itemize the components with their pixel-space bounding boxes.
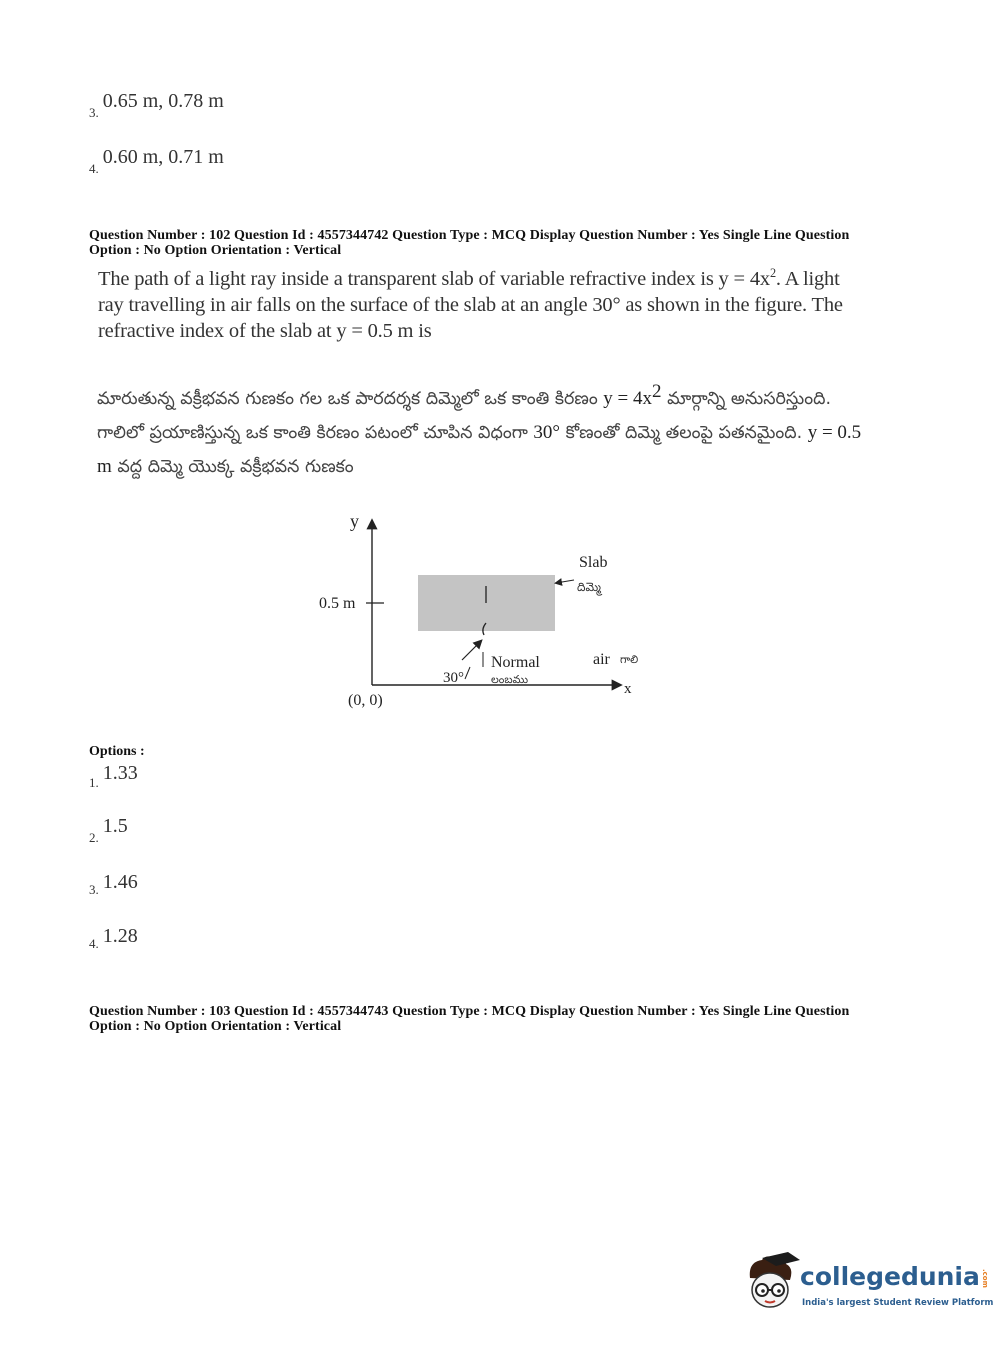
- math-expression: y = 0.5 m: [97, 422, 862, 477]
- option-text: 1.5: [102, 815, 128, 837]
- prev-option-4: [89, 146, 224, 176]
- option-number: 4.: [89, 161, 99, 176]
- meta-line-2: Option : No Option Orientation : Vertical: [89, 1019, 342, 1034]
- meta-line-1: Question Number : 103 Question Id : 4557344743 Question Type : MCQ Display Question Number : Yes Single Line Question: [89, 1004, 850, 1019]
- option-number: 3.: [89, 105, 99, 120]
- option-3[interactable]: [89, 871, 138, 897]
- air-label-telugu: గాలి: [620, 653, 639, 666]
- telugu-text-part: మార్గాన్ని అనుసరిస్తుంది. గాలిలో ప్రయాణిస్తున్న ఒక కాంతి కిరణం పటంలో చూపిన విధంగా: [97, 389, 832, 443]
- question-102-meta: [89, 228, 919, 258]
- question-text-part: The path of a light ray inside a transparent slab of variable refractive index is y = 4x: [98, 268, 770, 290]
- question-103-meta: [89, 1004, 919, 1034]
- option-number: 4.: [89, 936, 99, 951]
- angle-label: 30°: [443, 670, 464, 686]
- option-text: 1.33: [102, 762, 138, 784]
- mascot-icon: [740, 1252, 802, 1312]
- origin-label: (0, 0): [348, 692, 383, 709]
- slab-figure: [300, 505, 680, 720]
- option-text: 0.65 m, 0.78 m: [102, 90, 224, 112]
- angle-arc: [465, 667, 470, 679]
- superscript: 2: [769, 266, 776, 281]
- option-text: 1.46: [102, 871, 138, 893]
- option-number: 2.: [89, 830, 99, 845]
- slab-label-telugu: దిమ్మె: [577, 580, 601, 594]
- x-axis-label: x: [624, 681, 632, 697]
- option-text: 1.28: [102, 925, 138, 947]
- slab-pointer-arrow: [556, 580, 574, 583]
- math-expression: y = 4x: [603, 388, 653, 409]
- option-4[interactable]: [89, 925, 138, 951]
- slab-label: Slab: [579, 554, 608, 571]
- option-number: 3.: [89, 882, 99, 897]
- option-number: 1.: [89, 775, 99, 790]
- options-heading: Options :: [89, 744, 145, 759]
- logo-name: collegedunia: [800, 1262, 980, 1291]
- logo-suffix: .com: [980, 1268, 989, 1288]
- collegedunia-logo[interactable]: [740, 1252, 994, 1322]
- y-tick-label: 0.5 m: [319, 595, 356, 612]
- question-text-english: [98, 266, 868, 344]
- telugu-text-part: మారుతున్న వక్రీభవన గుణకం గల ఒక పారదర్శక దిమ్మెలో ఒక కాంతి కిరణం: [97, 389, 604, 409]
- normal-label-telugu: లంబము: [491, 673, 529, 686]
- prev-option-3: [89, 90, 224, 120]
- logo-tagline: India's largest Student Review Platform: [802, 1298, 994, 1308]
- telugu-text-part: వద్ద దిమ్మె యొక్క వక్రీభవన గుణకం: [111, 457, 354, 477]
- incident-ray: [462, 641, 481, 660]
- y-axis-label: y: [350, 511, 359, 531]
- normal-label: Normal: [491, 654, 540, 671]
- question-text-part: . A light ray travelling in air falls on the surface of the slab at an angle 30° as shown in the figure. The refractive index of the slab at y = 0.5 m is: [98, 268, 843, 342]
- option-text: 0.60 m, 0.71 m: [102, 146, 224, 168]
- option-1[interactable]: [89, 762, 138, 790]
- telugu-text-part: కోణంతో దిమ్మె తలంపై పతనమైంది.: [560, 423, 808, 443]
- option-2[interactable]: [89, 815, 128, 845]
- meta-line-2: Option : No Option Orientation : Vertical: [89, 243, 342, 258]
- question-text-telugu: [97, 382, 877, 484]
- meta-line-1: Question Number : 102 Question Id : 4557344742 Question Type : MCQ Display Question Number : Yes Single Line Question: [89, 228, 850, 243]
- math-expression: 30°: [533, 422, 561, 443]
- superscript: 2: [652, 381, 662, 403]
- air-label: air: [593, 651, 610, 668]
